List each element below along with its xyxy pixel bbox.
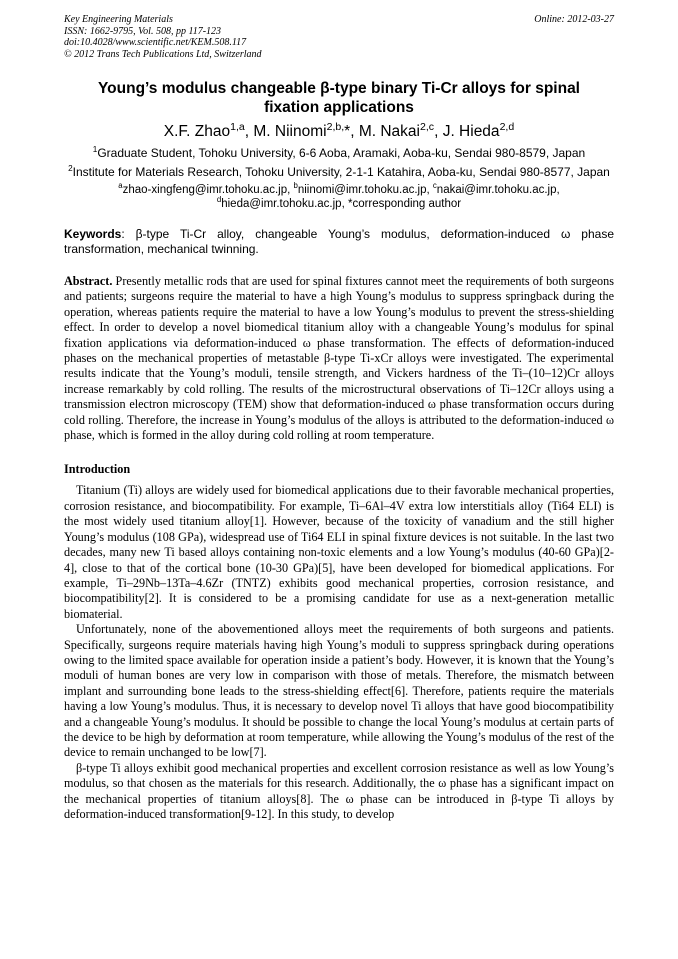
affiliation-mark: 2 — [68, 164, 73, 173]
affiliation-text: Graduate Student, Tohoku University, 6-6 Aoba, Aramaki, Aoba-ku, Sendai 980-8579, Japan — [97, 146, 586, 160]
email-link[interactable]: hieda@imr.tohoku.ac.jp — [221, 198, 342, 210]
journal-issn: ISSN: 1662-9795, Vol. 508, pp 117-123 — [64, 25, 222, 37]
paragraph: Unfortunately, none of the abovementioned alloys meet the requirements of both surgeons and patients. Specifically, surgeons require materials having high Young’s moduli to suppress springback during operations owing to the limited space available for operation inside a patient’s body. However, it is known that the Young’s moduli of human bones are very low in comparison with those of metals. Therefore, the mismatch between implant and surrounding bone leads to the stress-shielding effect[6]. Therefore, patients require the materials having a low Young’s modulus. Thus, it is necessary to develop novel Ti alloys that have good biocompatibility and a changeable Young’s modulus. It should be possible to change the local Young’s modulus at certain parts of the device to be high by deformation at room temperature, while allowing the Young’s modulus of the rest of the device to remain unchanged to be low[7]. — [64, 622, 614, 760]
author-affiliation-mark: 2,c — [420, 120, 435, 133]
abstract-text: Presently metallic rods that are used for spinal fixtures cannot meet the requirements of both surgeons and patients; surgeons require the material to have a high Young’s modulus to suppress springback during the operation, whereas patients require the material to have a low Young’s modulus to prevent the stress-shielding effect. In order to develop a novel biomedical titanium alloy with a changeable Young’s modulus for spinal fixation applications via deformation-induced ω phase transformation. The effects of deformation-induced phases on the mechanical properties of metastable β-type Ti-xCr alloys were investigated. The experimental results indicate that the Young’s moduli, tensile strength, and Vickers hardness of the Ti–(10–12)Cr alloys increase remarkably by cold rolling. The results of the microstructural observations of Ti–12Cr alloys using a transmission electron microscopy (TEM) show that deformation-induced ω phase transformation occurs during cold rolling. Therefore, the increase in Young’s modulus of the alloys is attributed to the deformation-induced ω phase, which is formed in the alloy during cold rolling at room temperature. — [64, 274, 614, 443]
author-name: X.F. Zhao — [163, 123, 231, 140]
author — [253, 120, 359, 140]
email-separator: , — [341, 198, 348, 210]
author-affiliation-mark: 1,a — [230, 120, 245, 133]
email-list — [64, 183, 614, 211]
email-mark: d — [216, 195, 222, 205]
affiliation-text: Institute for Materials Research, Tohoku University, 2-1-1 Katahira, Aoba-ku, Sendai 980-8577, Japan — [72, 165, 610, 179]
journal-copyright: © 2012 Trans Tech Publications Ltd, Switzerland — [64, 48, 262, 60]
corresponding-mark: * — [344, 123, 351, 140]
paragraph: Titanium (Ti) alloys are widely used for biomedical applications due to their favorable mechanical properties, corrosion resistance, and biocompatibility. For example, Ti–6Al–4V extra low interstitials alloy (Ti64 ELI) is the most widely used titanium alloy[1]. However, because of the toxicity of vanadium and the still higher Young’s modulus (108 GPa), widespread use of Ti64 ELI in spinal fixture devices is not suitable. In the last two decades, many new Ti based alloys containing non-toxic elements and a low Young’s modulus (40-60 GPa)[2-4], close to that of the cortical bone (10-30 GPa)[5], have been developed for biomedical applications. For example, Ti–29Nb–13Ta–4.6Zr (TNTZ) exhibits good mechanical properties, corrosion resistance, and biocompatibility[2]. It is considered to be a promising candidate for use as a next-generation metallic biomaterial. — [64, 483, 614, 621]
journal-doi: doi:10.4028/www.scientific.net/KEM.508.117 — [64, 37, 247, 48]
author-list — [64, 122, 614, 142]
author — [358, 120, 443, 140]
journal-name: Key Engineering Materials — [64, 14, 173, 25]
author-separator: , — [350, 123, 359, 140]
journal-header — [64, 14, 614, 60]
keywords-text: : β-type Ti-Cr alloy, changeable Young’s modulus, deformation-induced ω phase transformation, mechanical twinning. — [64, 227, 614, 256]
section-heading-introduction: Introduction — [64, 462, 131, 477]
author-name: J. Hieda — [442, 123, 500, 140]
email-separator: , — [287, 184, 294, 196]
abstract — [64, 274, 614, 443]
affiliation-2 — [64, 164, 614, 180]
author-affiliation-mark: 2,d — [499, 120, 515, 133]
email-separator: , — [556, 184, 560, 196]
email-mark: c — [432, 181, 437, 191]
paper-title: Young’s modulus changeable β-type binary Ti-Cr alloys for spinal fixation applications — [97, 80, 580, 116]
email-link[interactable]: zhao-xingfeng@imr.tohoku.ac.jp — [122, 184, 288, 196]
affiliation-mark: 1 — [92, 145, 98, 154]
email-mark: b — [293, 181, 298, 191]
online-date: Online: 2012-03-27 — [534, 14, 614, 25]
abstract-label: Abstract. — [64, 274, 113, 288]
author-name: M. Niinomi — [253, 123, 327, 140]
author — [442, 120, 515, 140]
email-mark: a — [118, 181, 123, 191]
author-affiliation-mark: 2,b, — [326, 120, 345, 133]
author-separator: , — [244, 123, 254, 140]
email-separator: , — [426, 184, 433, 196]
keywords-label: Keywords — [64, 227, 122, 241]
author — [163, 120, 254, 140]
email-link[interactable]: niinomi@imr.tohoku.ac.jp — [297, 184, 427, 196]
keywords — [64, 227, 614, 257]
paragraph: β-type Ti alloys exhibit good mechanical properties and excellent corrosion resistance as well as low Young’s modulus, so that chosen as the materials for this research. Additionally, the ω phase has a significant impact on the mechanical properties of titanium alloys[8]. The ω phase can be introduced in β-type Ti alloys by deformation-induced transformation[9-12]. In this study, to develop — [64, 760, 614, 821]
author-separator: , — [434, 123, 443, 140]
affiliation-1 — [64, 145, 614, 161]
author-name: M. Nakai — [358, 123, 420, 140]
corresponding-author-note: *corresponding author — [347, 198, 462, 210]
email-link[interactable]: nakai@imr.tohoku.ac.jp — [436, 184, 557, 196]
